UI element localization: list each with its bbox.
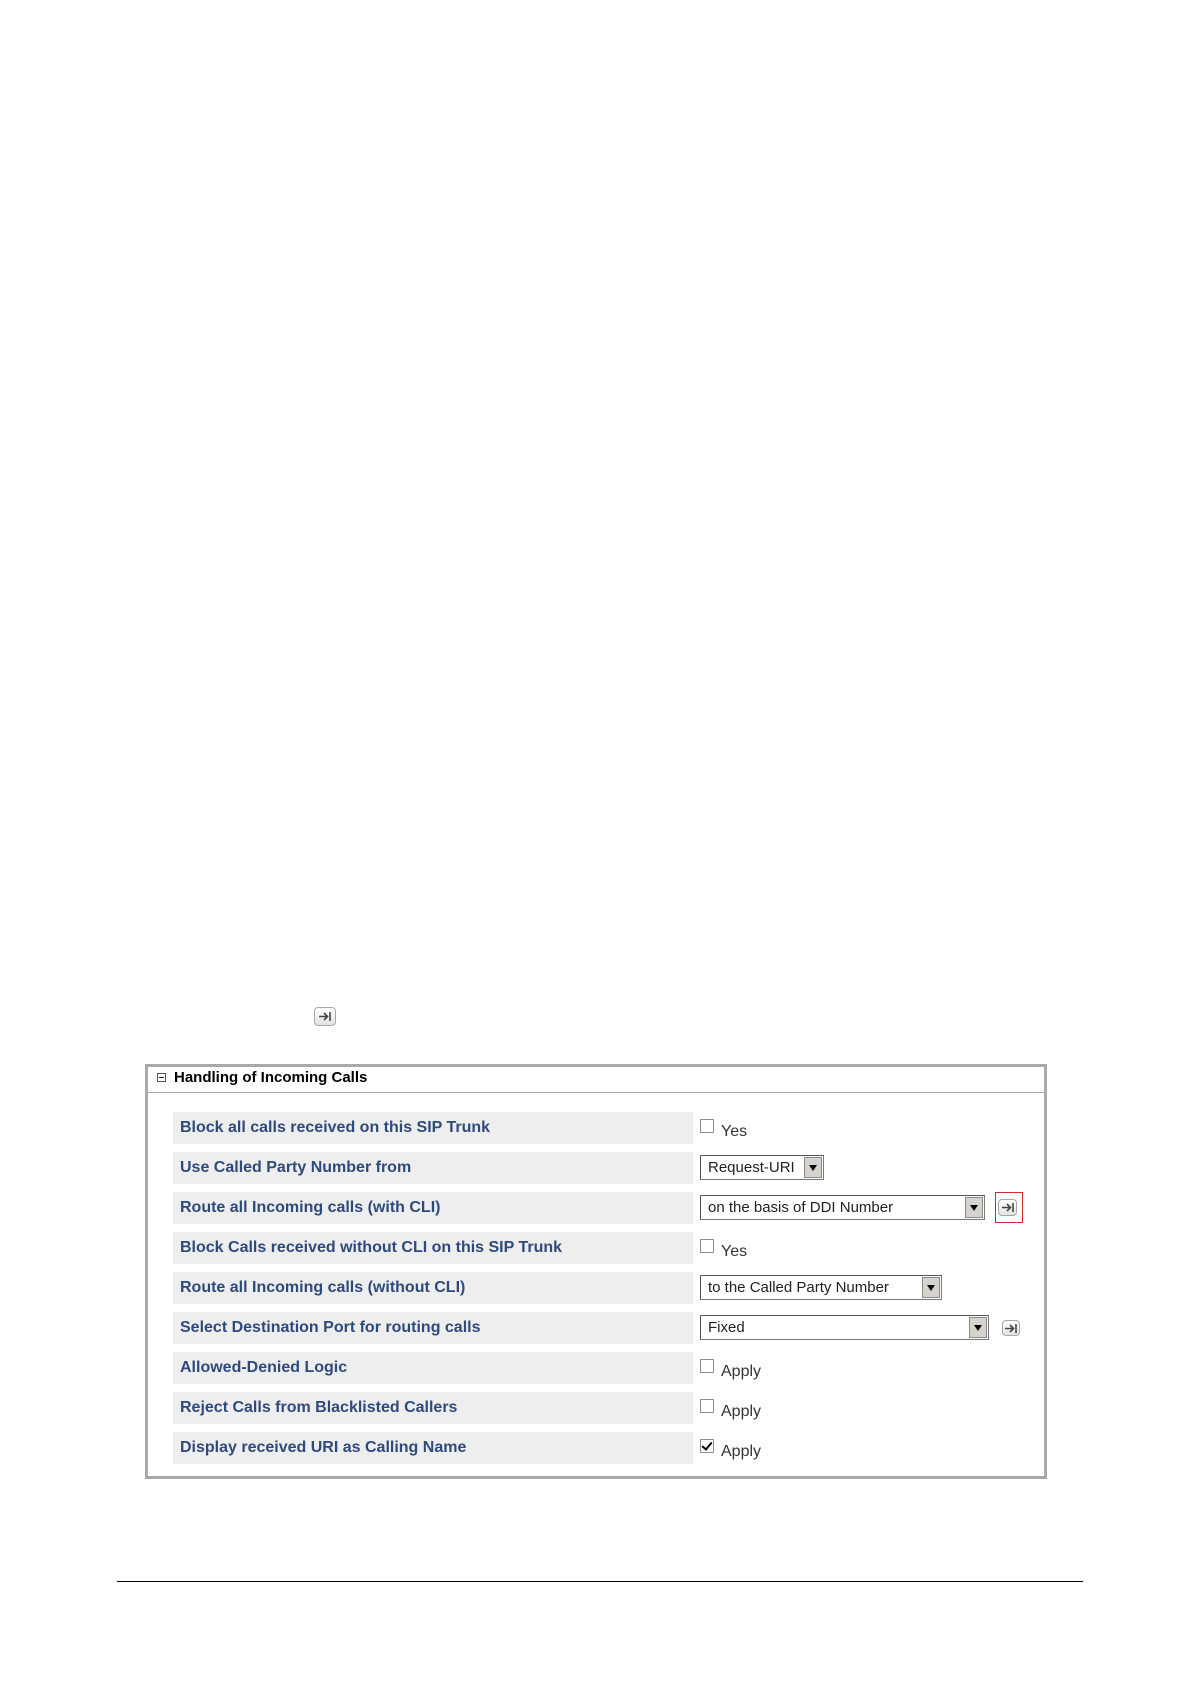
destination-port-select[interactable] [700, 1315, 989, 1340]
settings-row [173, 1232, 1013, 1264]
checkbox-label: Apply [721, 1443, 762, 1460]
footer-divider [117, 1581, 1083, 1582]
reject-blacklisted-checkbox-group [700, 1392, 761, 1424]
checkbox-label: Yes [721, 1123, 748, 1140]
checkbox-label: Yes [721, 1243, 748, 1260]
panel-header [148, 1067, 1044, 1093]
arrow-right-icon[interactable] [1002, 1320, 1020, 1336]
settings-row [173, 1112, 1013, 1144]
chevron-down-icon [965, 1197, 983, 1218]
row-label: Route all Incoming calls (with CLI) [173, 1192, 693, 1224]
chevron-down-icon [922, 1277, 940, 1298]
settings-row [173, 1272, 1013, 1304]
settings-row [173, 1432, 1013, 1464]
checkbox-label: Apply [721, 1403, 762, 1420]
row-label: Display received URI as Calling Name [173, 1432, 693, 1464]
select-value: Fixed [708, 1319, 745, 1336]
panel-title: Handling of Incoming Calls [174, 1069, 368, 1086]
row-label: Select Destination Port for routing calls [173, 1312, 693, 1344]
select-value: Request-URI [708, 1159, 795, 1176]
display-uri-checkbox-group [700, 1432, 761, 1464]
arrow-right-icon[interactable] [998, 1199, 1017, 1216]
settings-row [173, 1352, 1013, 1384]
row-label: Allowed-Denied Logic [173, 1352, 693, 1384]
settings-row [173, 1312, 1013, 1344]
row-label: Route all Incoming calls (without CLI) [173, 1272, 693, 1304]
chevron-down-icon [969, 1317, 987, 1338]
row-label: Block all calls received on this SIP Trunk [173, 1112, 693, 1144]
block-all-calls-checkbox[interactable] [700, 1119, 714, 1133]
row-label: Use Called Party Number from [173, 1152, 693, 1184]
allowed-denied-checkbox-group [700, 1352, 761, 1384]
row-label: Block Calls received without CLI on this SIP Trunk [173, 1232, 693, 1264]
called-party-source-select[interactable] [700, 1155, 824, 1180]
collapse-minus-icon[interactable] [157, 1073, 166, 1082]
select-value: on the basis of DDI Number [708, 1199, 894, 1216]
block-without-cli-checkbox-group [700, 1232, 747, 1264]
select-value: to the Called Party Number [708, 1279, 889, 1296]
arrow-right-icon [314, 1007, 336, 1026]
block-all-calls-checkbox-group [700, 1112, 747, 1144]
row-label: Reject Calls from Blacklisted Callers [173, 1392, 693, 1424]
settings-row [173, 1392, 1013, 1424]
allowed-denied-checkbox[interactable] [700, 1359, 714, 1373]
reject-blacklisted-checkbox[interactable] [700, 1399, 714, 1413]
route-without-cli-select[interactable] [700, 1275, 942, 1300]
settings-row [173, 1152, 1013, 1184]
settings-row [173, 1192, 1013, 1224]
checkbox-label: Apply [721, 1363, 762, 1380]
block-without-cli-checkbox[interactable] [700, 1239, 714, 1253]
chevron-down-icon [804, 1157, 822, 1178]
route-with-cli-select[interactable] [700, 1195, 985, 1220]
display-uri-checkbox[interactable] [700, 1439, 714, 1453]
incoming-calls-panel [145, 1064, 1047, 1479]
